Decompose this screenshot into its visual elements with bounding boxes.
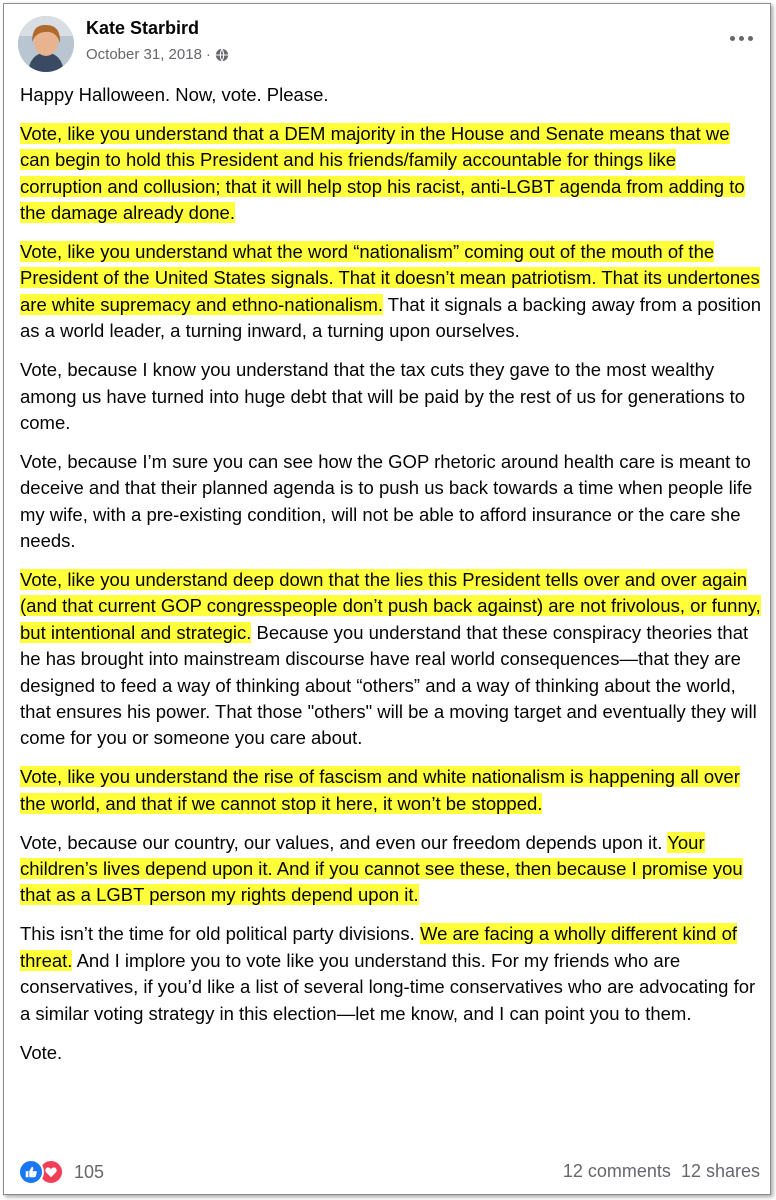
post-paragraph <box>20 764 762 817</box>
paragraph-text: Vote. <box>20 1041 63 1063</box>
post-paragraph <box>20 830 762 909</box>
paragraph-text: And I implore you to vote like you understand this. For my friends who are conservatives, if you’d like a list of several long-time conservatives who are advocating for a similar voting strategy in this election—let me know, and I can point you to them. <box>20 949 756 1024</box>
paragraph-text: Happy Halloween. Now, vote. Please. <box>20 84 329 105</box>
author-avatar[interactable] <box>18 16 74 72</box>
facebook-post-card <box>3 3 771 1195</box>
post-paragraph <box>20 357 762 436</box>
reactions-summary[interactable] <box>18 1159 104 1185</box>
post-meta <box>86 46 229 63</box>
post-body <box>20 82 762 1078</box>
post-paragraph <box>20 567 762 752</box>
shares-count[interactable]: 12 shares <box>680 1161 760 1181</box>
highlighted-text: Vote, like you understand deep down that the lies this President tells over and over again (and that current GOP congresspeople don’t push back against) are not frivolous, or funny, but intentional and strategic. <box>20 569 761 643</box>
like-icon <box>18 1159 44 1185</box>
post-header <box>18 14 758 64</box>
avatar-photo <box>18 16 74 72</box>
paragraph-text: This isn’t the time for old political party divisions. <box>20 923 420 945</box>
highlighted-text: Your children’s lives depend upon it. And if you cannot see these, then because I promise you that as a LGBT person my rights depend upon it. <box>20 831 743 906</box>
reaction-count[interactable]: 105 <box>74 1161 105 1182</box>
post-paragraph <box>20 1040 762 1066</box>
post-paragraph <box>20 449 762 555</box>
highlighted-text: Vote, like you understand what the word “nationalism” coming out of the mouth of the President of the United States signals. That it doesn’t mean patriotism. That its undertones are white supremacy and ethno-nationalism. <box>20 241 760 315</box>
highlighted-text: Vote, like you understand the rise of fascism and white nationalism is happening all over the world, and that if we cannot stop it here, it won’t be stopped. <box>20 766 740 814</box>
more-options-icon[interactable] <box>724 28 758 48</box>
date-separator: · <box>205 46 211 63</box>
post-paragraph <box>20 121 762 227</box>
engagement-counts <box>563 1161 760 1182</box>
post-paragraph <box>20 921 762 1027</box>
globe-icon <box>215 48 229 62</box>
post-date[interactable]: October 31, 2018 <box>86 46 202 63</box>
post-paragraph <box>20 239 762 345</box>
highlighted-text: We are facing a wholly different kind of threat. <box>20 923 738 971</box>
post-paragraph <box>20 82 762 108</box>
author-name[interactable]: Kate Starbird <box>86 18 200 38</box>
paragraph-text: Vote, because I’m sure you can see how the GOP rhetoric around health care is meant to deceive and that their planned agenda is to push us back towards a time when people life my wife, with a pre-existing condition, will not be able to afford insurance or the care she needs. <box>20 450 753 552</box>
paragraph-text: That it signals a backing away from a position as a world leader, a turning inward, a turning upon ourselves. <box>20 293 762 342</box>
paragraph-text: Vote, because I know you understand that the tax cuts they gave to the most wealthy among us have turned into huge debt that will be paid by the rest of us for generations to come. <box>20 359 746 433</box>
comments-count[interactable]: 12 comments <box>562 1161 671 1181</box>
post-footer <box>18 1159 760 1189</box>
paragraph-text: Vote, because our country, our values, and even our freedom depends upon it. <box>20 831 668 853</box>
paragraph-text: Because you understand that these conspiracy theories that he has brought into mainstream discourse have real world consequences—that they are designed to feed a way of thinking about “others” and a way of thinking about the world, that ensures his power. That those "others" will be a moving target and eventually they will come for you or someone you care about. <box>20 621 757 749</box>
highlighted-text: Vote, like you understand that a DEM majority in the House and Senate means that we can begin to hold this President and his friends/family accountable for things like corruption and collusion; that it will help stop his racist, anti-LGBT agenda from adding to the damage already done. <box>20 122 745 224</box>
